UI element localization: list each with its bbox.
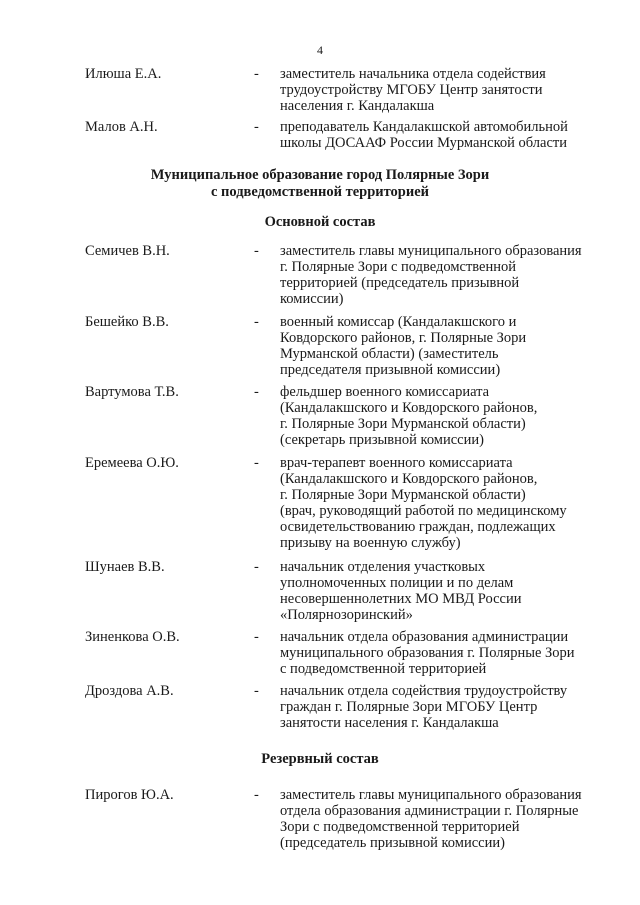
position-line: муниципального образования г. Полярные Зори [280, 645, 575, 661]
heading-line: с подведомственной территорией [210, 184, 430, 200]
position-line: г. Полярные Зори с подведомственной [280, 259, 517, 275]
position-line: призыву на военную службу) [280, 535, 461, 551]
main-composition-heading: Основной состав [264, 214, 376, 230]
dash: - [254, 243, 259, 259]
member-position [280, 314, 610, 378]
dash: - [254, 683, 259, 699]
position-line: занятости населения г. Кандалакша [280, 715, 499, 731]
position-line: заместитель начальника отдела содействия [280, 66, 546, 82]
position-line: начальник отделения участковых [280, 559, 486, 575]
position-line: «Полярнозоринский» [280, 607, 413, 623]
page-number: 4 [317, 43, 323, 57]
member-position [280, 66, 610, 114]
position-line: (Кандалакшского и Ковдорского районов, [280, 400, 538, 416]
member-name: Пирогов Ю.А. [85, 787, 174, 803]
position-line: начальник отдела содействия трудоустройству [280, 683, 568, 699]
member-name: Малов А.Н. [85, 119, 158, 135]
member-name: Шунаев В.В. [85, 559, 165, 575]
position-line: комиссии) [280, 291, 344, 307]
position-line: преподаватель Кандалакшской автомобильной [280, 119, 568, 135]
municipality-heading [0, 167, 640, 201]
dash: - [254, 314, 259, 330]
position-line: населения г. Кандалакша [280, 98, 435, 114]
member-name: Вартумова Т.В. [85, 384, 179, 400]
dash: - [254, 455, 259, 471]
position-line: начальник отдела образования администрации [280, 629, 569, 645]
position-line: Зори с подведомственной территорией [280, 819, 520, 835]
position-line: (секретарь призывной комиссии) [280, 432, 484, 448]
member-position [280, 243, 610, 307]
position-line: Мурманской области) (заместитель [280, 346, 499, 362]
reserve-composition-heading: Резервный состав [261, 751, 379, 767]
member-position [280, 119, 610, 151]
position-line: школы ДОСААФ России Мурманской области [280, 135, 567, 151]
member-name: Еремеева О.Ю. [85, 455, 179, 471]
dash: - [254, 66, 259, 82]
position-line: освидетельствованию граждан, подлежащих [280, 519, 556, 535]
position-line: несовершеннолетних МО МВД России [280, 591, 522, 607]
member-name: Дроздова А.В. [85, 683, 174, 699]
dash: - [254, 119, 259, 135]
position-line: граждан г. Полярные Зори МГОБУ Центр [280, 699, 538, 715]
position-line: уполномоченных полиции и по делам [280, 575, 514, 591]
position-line: председателя призывной комиссии) [280, 362, 501, 378]
dash: - [254, 384, 259, 400]
member-position [280, 787, 610, 851]
heading-line: Муниципальное образование город Полярные Зори [150, 167, 490, 183]
position-line: отдела образования администрации г. Полярные [280, 803, 579, 819]
position-line: заместитель главы муниципального образования [280, 787, 582, 803]
position-line: территорией (председатель призывной [280, 275, 520, 291]
position-line: с подведомственной территорией [280, 661, 487, 677]
member-position [280, 683, 610, 731]
dash: - [254, 629, 259, 645]
position-line: военный комиссар (Кандалакшского и [280, 314, 517, 330]
position-line: врач-терапевт военного комиссариата [280, 455, 513, 471]
dash: - [254, 559, 259, 575]
member-name: Зиненкова О.В. [85, 629, 180, 645]
member-name: Бешейко В.В. [85, 314, 169, 330]
member-name: Илюша Е.А. [85, 66, 162, 82]
position-line: (врач, руководящий работой по медицинскому [280, 503, 567, 519]
position-line: г. Полярные Зори Мурманской области) [280, 487, 526, 503]
position-line: Ковдорского районов, г. Полярные Зори [280, 330, 527, 346]
member-name: Семичев В.Н. [85, 243, 170, 259]
position-line: заместитель главы муниципального образования [280, 243, 582, 259]
position-line: (председатель призывной комиссии) [280, 835, 505, 851]
dash: - [254, 787, 259, 803]
position-line: фельдшер военного комиссариата [280, 384, 490, 400]
member-position [280, 455, 610, 551]
member-position [280, 559, 610, 623]
member-position [280, 384, 610, 448]
position-line: трудоустройству МГОБУ Центр занятости [280, 82, 543, 98]
position-line: (Кандалакшского и Ковдорского районов, [280, 471, 538, 487]
member-position [280, 629, 610, 677]
position-line: г. Полярные Зори Мурманской области) [280, 416, 526, 432]
